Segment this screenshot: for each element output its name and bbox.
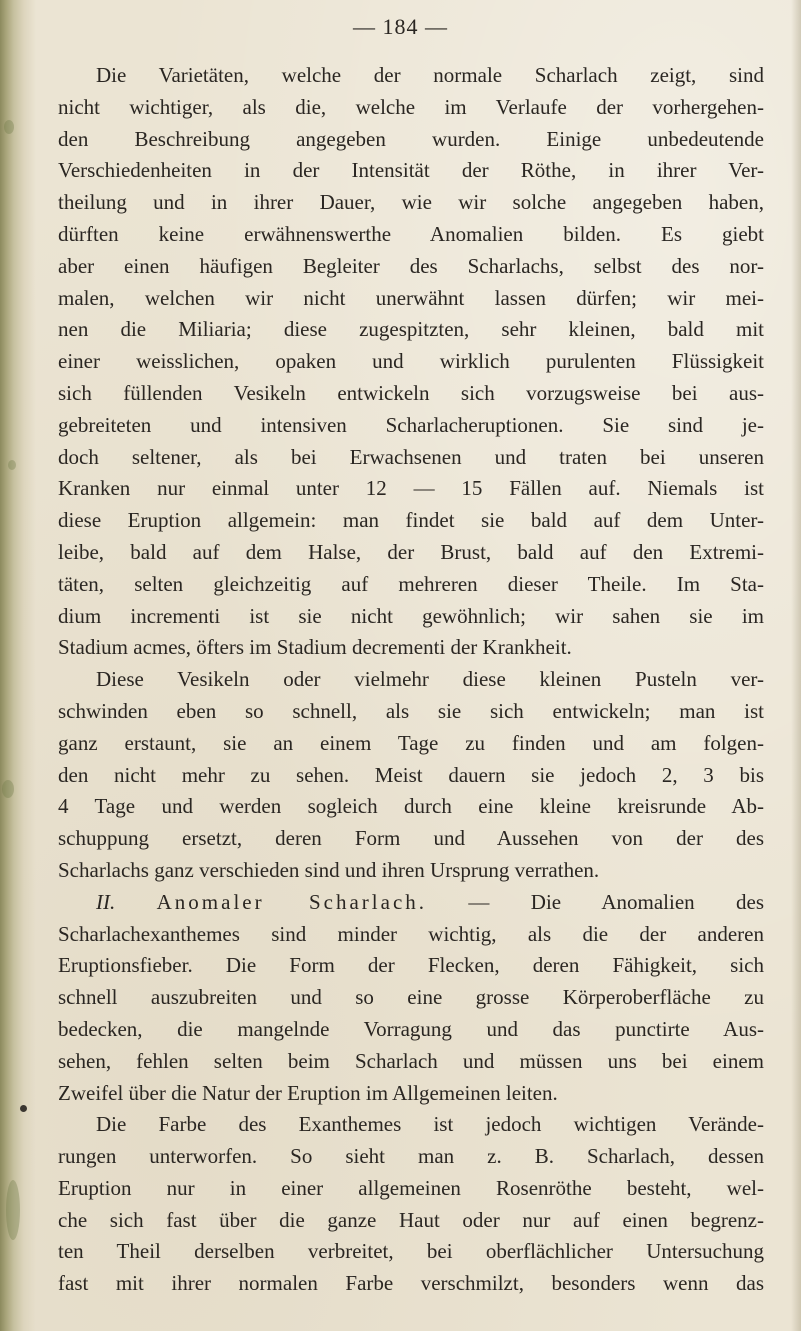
text-line: Eruption nur in einer allgemeinen Rosenröthe besteht, wel- xyxy=(58,1175,764,1200)
text-line: 4 Tage und werden sogleich durch eine kleine kreisrunde Ab- xyxy=(58,794,764,819)
section-title: Anomaler Scharlach. xyxy=(156,889,428,914)
text-line: den nicht mehr zu sehen. Meist dauern sie jedoch 2, 3 bis xyxy=(58,762,764,787)
text-line: Scharlachs ganz verschieden sind und ihren Ursprung verrathen. xyxy=(58,857,600,882)
text-line: nen die Miliaria; diese zugespitzten, sehr kleinen, bald mit xyxy=(58,317,764,342)
binding-gutter xyxy=(0,0,36,1331)
body-text xyxy=(58,60,764,1300)
ink-blot xyxy=(20,1105,27,1112)
text-line: aber einen häufigen Begleiter des Scharlachs, selbst des nor- xyxy=(58,253,764,278)
text-line: nicht wichtiger, als die, welche im Verlaufe der vorhergehen- xyxy=(58,94,764,119)
text-line: dürften keine erwähnenswerthe Anomalien bilden. Es giebt xyxy=(58,221,764,246)
section-rest: — Die Anomalien des xyxy=(427,889,765,914)
text-line: schnell auszubreiten und so eine grosse Körperoberfläche zu xyxy=(58,985,764,1010)
text-line: Scharlachexanthemes sind minder wichtig, als die der anderen xyxy=(58,921,764,946)
text-line: ganz erstaunt, sie an einem Tage zu finden und am folgen- xyxy=(58,730,764,755)
text-line: Die Varietäten, welche der normale Scharlach zeigt, sind xyxy=(96,63,764,87)
text-line: schwinden eben so schnell, als sie sich entwickeln; man ist xyxy=(58,698,764,723)
text-line: sehen, fehlen selten beim Scharlach und müssen uns bei einem xyxy=(58,1048,764,1073)
text-line: Verschiedenheiten in der Intensität der Röthe, in ihrer Ver- xyxy=(58,158,764,183)
text-line: Die Farbe des Exanthemes ist jedoch wichtigen Verände- xyxy=(96,1112,764,1137)
text-line: Diese Vesikeln oder vielmehr diese kleinen Pusteln ver- xyxy=(96,667,764,692)
text-line: schuppung ersetzt, deren Form und Aussehen von der des xyxy=(58,826,764,851)
section-label: II. xyxy=(96,889,116,914)
text-line: bedecken, die mangelnde Vorragung und das punctirte Aus- xyxy=(58,1016,764,1041)
text-line: dium incrementi ist sie nicht gewöhnlich; wir sahen sie im xyxy=(58,603,764,628)
text-line: che sich fast über die ganze Haut oder nur auf einen begrenz- xyxy=(58,1207,764,1232)
text-line: malen, welchen wir nicht unerwähnt lassen dürfen; wir mei- xyxy=(58,285,764,310)
text-line: sich füllenden Vesikeln entwickeln sich vorzugsweise bei aus- xyxy=(58,380,764,405)
text-line: täten, selten gleichzeitig auf mehreren dieser Theile. Im Sta- xyxy=(58,571,764,596)
text-line: rungen unterworfen. So sieht man z. B. Scharlach, dessen xyxy=(58,1144,764,1169)
text-line: einer weisslichen, opaken und wirklich purulenten Flüssigkeit xyxy=(58,349,764,374)
text-line: diese Eruption allgemein: man findet sie bald auf dem Unter- xyxy=(58,508,764,533)
text-line: Kranken nur einmal unter 12 — 15 Fällen auf. Niemals ist xyxy=(58,476,764,501)
text-line: leibe, bald auf dem Halse, der Brust, bald auf den Extremi- xyxy=(58,539,764,564)
text-line: theilung und in ihrer Dauer, wie wir solche angegeben haben, xyxy=(58,190,764,215)
text-line: Stadium acmes, öfters im Stadium decrementi der Krankheit. xyxy=(58,635,572,660)
text-line: Zweifel über die Natur der Eruption im Allgemeinen leiten. xyxy=(58,1080,558,1105)
section-heading-line xyxy=(58,887,764,919)
text-line: den Beschreibung angegeben wurden. Einige unbedeutende xyxy=(58,126,764,151)
page-edge xyxy=(791,0,801,1331)
text-line: ten Theil derselben verbreitet, bei oberflächlicher Untersuchung xyxy=(58,1239,764,1264)
page-number: — 184 — xyxy=(353,14,448,39)
text-line: doch seltener, als bei Erwachsenen und traten bei unseren xyxy=(58,444,764,469)
text-line: Eruptionsfieber. Die Form der Flecken, deren Fähigkeit, sich xyxy=(58,953,764,978)
text-line: gebreiteten und intensiven Scharlacheruptionen. Sie sind je- xyxy=(58,412,764,437)
text-line: fast mit ihrer normalen Farbe verschmilzt, besonders wenn das xyxy=(58,1271,764,1296)
